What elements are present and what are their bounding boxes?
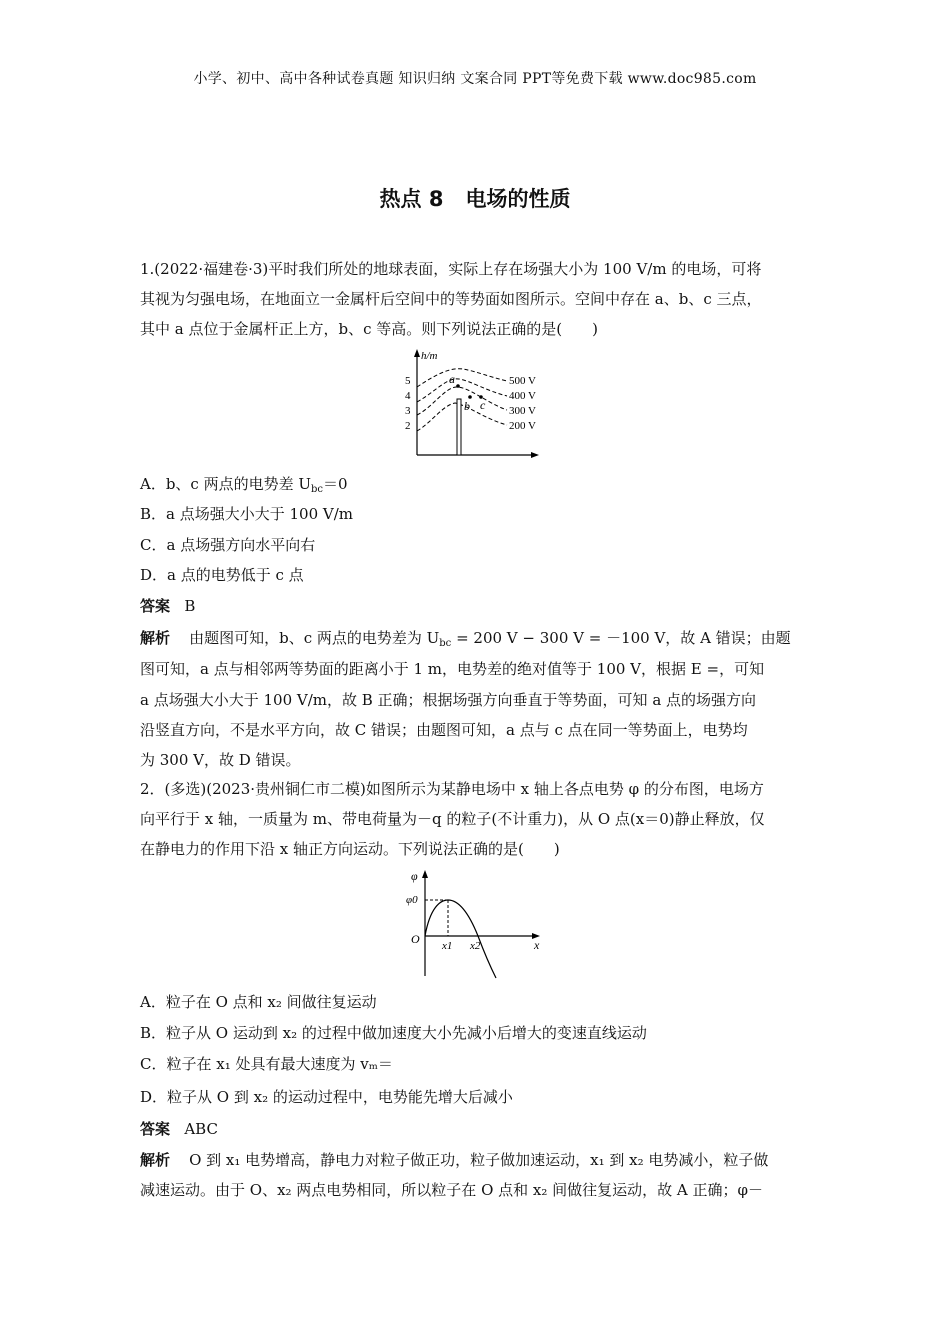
potential-curve bbox=[425, 900, 496, 978]
q2-stem-line-1: 2．(多选)(2023·贵州铜仁市二模)如图所示为某静电场中 x 轴上各点电势 φ 的分布图，电场方 bbox=[140, 780, 764, 798]
q2-answer-value: ABC bbox=[184, 1120, 218, 1138]
x-axis-label: x bbox=[534, 938, 540, 952]
q2-stem-line-3: 在静电力的作用下沿 x 轴正方向运动。下列说法正确的是( ) bbox=[140, 840, 560, 858]
tick-3: 3 bbox=[405, 405, 411, 417]
q1-stem-line-2: 其视为匀强电场，在地面立一金属杆后空间中的等势面如图所示。空间中存在 a、b、c 三点， bbox=[140, 290, 762, 308]
q1-stem-line-3: 其中 a 点位于金属杆正上方，b、c 等高。则下列说法正确的是( ) bbox=[140, 320, 598, 338]
q1-option-b: B．a 点场强大小大于 100 V/m bbox=[140, 505, 354, 523]
q1-option-c: C．a 点场强方向水平向右 bbox=[140, 536, 316, 554]
ground-axis-arrow-icon bbox=[531, 452, 539, 458]
q1-equipotential-figure bbox=[395, 347, 545, 462]
point-a bbox=[456, 384, 460, 388]
equipotential-400 bbox=[417, 379, 507, 402]
phi-axis-arrow-icon bbox=[422, 870, 428, 878]
q2-potential-figure bbox=[378, 868, 548, 980]
q2-option-a: A．粒子在 O 点和 x₂ 间做往复运动 bbox=[140, 993, 377, 1011]
phi0-label: φ0 bbox=[406, 894, 418, 906]
q2-analysis-label: 解析 bbox=[140, 1151, 171, 1169]
q2-analysis-1: O 到 x₁ 电势增高，静电力对粒子做正功，粒子做加速运动，x₁ 到 x₂ 电势减小，粒子做 bbox=[189, 1151, 769, 1169]
h-axis-label: h/m bbox=[421, 350, 438, 362]
q1-stem-line-1: 1.(2022·福建卷·3)平时我们所处的地球表面，实际上存在场强大小为 100 V/m 的电场，可将 bbox=[140, 260, 762, 278]
q1-analysis-label: 解析 bbox=[140, 629, 171, 647]
curve-label-500: 500 V bbox=[509, 375, 536, 387]
tick-4: 4 bbox=[405, 390, 411, 402]
q2-option-d: D．粒子从 O 到 x₂ 的运动过程中，电势能先增大后减小 bbox=[140, 1088, 513, 1106]
q1-answer bbox=[140, 596, 840, 616]
q1-analysis-sub: bc bbox=[439, 638, 452, 649]
x2-label: x2 bbox=[470, 940, 481, 952]
tick-2: 2 bbox=[405, 420, 411, 432]
q1-option-d: D．a 点的电势低于 c 点 bbox=[140, 566, 304, 584]
curve-label-400: 400 V bbox=[509, 390, 536, 402]
q1-analysis-1a: 由题图可知，b、c 两点的电势差为 U bbox=[189, 629, 440, 647]
point-c-label: c bbox=[480, 398, 486, 412]
q2-option-b: B．粒子从 O 运动到 x₂ 的过程中做加速度大小先减小后增大的变速直线运动 bbox=[140, 1024, 647, 1042]
equipotential-200 bbox=[417, 403, 507, 431]
curve-label-200: 200 V bbox=[509, 420, 536, 432]
q1-analysis-line-2: 图可知，a 点与相邻两等势面的距离小于 1 m，电势差的绝对值等于 100 V，根据 E =，可知 bbox=[140, 660, 765, 678]
q1-analysis-1b: = 200 V − 300 V = －100 V，故 A 错误；由题 bbox=[451, 629, 791, 647]
q1-answer-value: B bbox=[184, 597, 196, 615]
equipotential-500 bbox=[417, 369, 507, 387]
q1-option-a-text: A．b、c 两点的电势差 U bbox=[140, 475, 312, 493]
curve-label-300: 300 V bbox=[509, 405, 536, 417]
x1-label: x1 bbox=[442, 940, 453, 952]
page-header: 小学、初中、高中各种试卷真题 知识归纳 文案合同 PPT等免费下载 www.doc985.com bbox=[193, 71, 757, 87]
h-axis-arrow-icon bbox=[414, 349, 420, 357]
tick-5: 5 bbox=[405, 375, 411, 387]
q1-answer-label: 答案 bbox=[140, 597, 171, 615]
equipotential-300 bbox=[417, 387, 507, 415]
q2-stem-line-2: 向平行于 x 轴，一质量为 m、带电荷量为－q 的粒子(不计重力)，从 O 点(x＝0)静止释放，仅 bbox=[140, 810, 765, 828]
point-b-label: b bbox=[464, 399, 470, 413]
origin-label: O bbox=[411, 932, 420, 946]
q1-option-a bbox=[140, 474, 840, 494]
q2-answer-label: 答案 bbox=[140, 1120, 171, 1138]
q2-option-c: C．粒子在 x₁ 处具有最大速度为 vₘ＝ bbox=[140, 1055, 393, 1073]
q2-answer bbox=[140, 1119, 840, 1139]
metal-rod bbox=[457, 399, 461, 455]
phi-axis-label: φ bbox=[411, 869, 418, 883]
q1-analysis-line-5: 为 300 V，故 D 错误。 bbox=[140, 751, 301, 769]
q1-analysis-line-3: a 点场强大小大于 100 V/m，故 B 正确；根据场强方向垂直于等势面，可知 a 点的场强方向 bbox=[140, 691, 757, 709]
q1-option-a-suffix: ＝0 bbox=[323, 475, 348, 493]
title-name: 电场的性质 bbox=[465, 187, 571, 211]
page-title bbox=[0, 183, 950, 213]
point-a-label: a bbox=[449, 372, 455, 386]
q1-analysis-line-1 bbox=[140, 628, 840, 648]
title-number: 热点 8 bbox=[379, 187, 444, 211]
q1-analysis-line-4: 沿竖直方向，不是水平方向，故 C 错误；由题图可知，a 点与 c 点在同一等势面上，电势均 bbox=[140, 721, 748, 739]
q2-analysis-line-1 bbox=[140, 1150, 840, 1170]
q1-option-a-sub: bc bbox=[311, 484, 324, 495]
q2-analysis-line-2: 减速运动。由于 O、x₂ 两点电势相同，所以粒子在 O 点和 x₂ 间做往复运动，故 A 正确；φ－ bbox=[140, 1181, 764, 1199]
